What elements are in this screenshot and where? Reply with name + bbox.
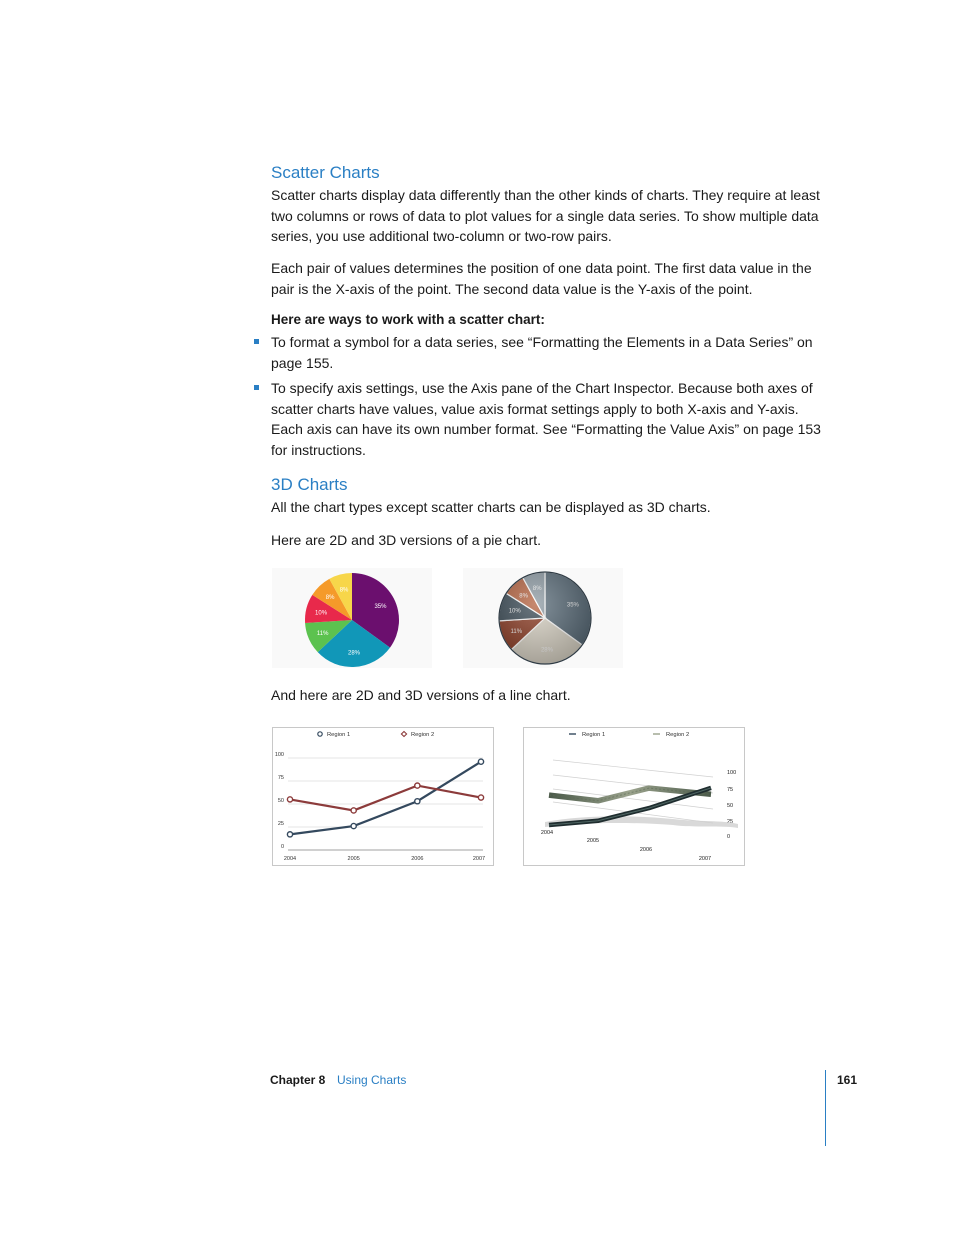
section-heading-3d-charts: 3D Charts <box>271 475 348 494</box>
data-point <box>351 823 356 828</box>
y-tick-label: 75 <box>727 787 734 793</box>
legend-label: Region 1 <box>582 732 606 738</box>
x-tick-label: 2007 <box>698 856 712 862</box>
data-point <box>287 797 292 802</box>
y-tick-label: 100 <box>727 770 737 776</box>
x-tick-label: 2004 <box>540 830 554 836</box>
x-tick-label: 2004 <box>283 856 297 862</box>
legend-marker <box>318 732 322 736</box>
paragraph: Here are 2D and 3D versions of a pie chart. <box>271 532 542 548</box>
paragraph: Scatter charts display data differently than the other kinds of charts. They require at least two columns or rows of data to plot values for a single data series. To show multiple data series, you use additional two-column or two-row pairs. <box>271 187 820 244</box>
legend-label: Region 2 <box>666 732 690 738</box>
bullet-icon <box>254 339 259 344</box>
footer-chapter: Chapter 8 <box>270 1073 326 1087</box>
y-tick-label: 25 <box>277 821 284 827</box>
pie-chart-2d <box>272 568 432 668</box>
data-point <box>287 832 292 837</box>
y-tick-label: 0 <box>727 834 731 840</box>
x-tick-label: 2005 <box>586 838 600 844</box>
pie-slice-label: 35% <box>374 603 387 610</box>
pie-chart-3d <box>463 568 623 668</box>
pie-slice-label: 11% <box>316 631 329 638</box>
bullet-icon <box>254 385 259 390</box>
footer-chapter-title: Using Charts <box>337 1073 407 1087</box>
footer-divider <box>825 1070 826 1146</box>
paragraph: All the chart types except scatter charts can be displayed as 3D charts. <box>271 499 711 515</box>
section-heading-scatter-charts: Scatter Charts <box>271 163 380 182</box>
line-chart-2d <box>272 727 494 866</box>
paragraph: Each pair of values determines the position of one data point. The first data value in the pair is the X-axis of the point. The second data value is the Y-axis of the point. <box>271 260 812 297</box>
y-tick-label: 75 <box>277 775 284 781</box>
pie-slice-label: 8% <box>339 587 349 594</box>
data-point <box>478 795 483 800</box>
y-tick-label: 25 <box>727 819 734 825</box>
data-point <box>351 808 356 813</box>
legend-label: Region 2 <box>411 732 435 738</box>
line-chart-3d <box>523 727 745 866</box>
x-tick-label: 2006 <box>639 847 653 853</box>
list-item: To specify axis settings, use the Axis pane of the Chart Inspector. Because both axes of scatter charts have values, value axis format settings apply to both X-axis and Y-axis. Each axis can have its own number format. See “Formatting the Value Axis” on page 153 for instructions. <box>271 380 821 458</box>
paragraph: And here are 2D and 3D versions of a line chart. <box>271 687 571 703</box>
pie-slice-label: 8% <box>325 595 335 602</box>
data-point <box>415 783 420 788</box>
y-tick-label: 50 <box>277 798 284 804</box>
list-lead: Here are ways to work with a scatter chart: <box>271 312 545 327</box>
y-tick-label: 50 <box>727 803 734 809</box>
legend-label: Region 1 <box>327 732 351 738</box>
x-tick-label: 2006 <box>411 856 424 862</box>
x-tick-label: 2005 <box>347 856 360 862</box>
pie-slice-label: 28% <box>347 650 361 657</box>
y-tick-label: 100 <box>274 752 284 758</box>
page-number: 161 <box>837 1073 858 1087</box>
pie-slice-label: 10% <box>315 610 328 617</box>
y-tick-label: 0 <box>280 844 284 850</box>
x-tick-label: 2007 <box>472 856 486 862</box>
list-item: To format a symbol for a data series, see “Formatting the Elements in a Data Series” on page 155. <box>271 334 813 371</box>
data-point <box>478 759 483 764</box>
data-point <box>415 799 420 804</box>
